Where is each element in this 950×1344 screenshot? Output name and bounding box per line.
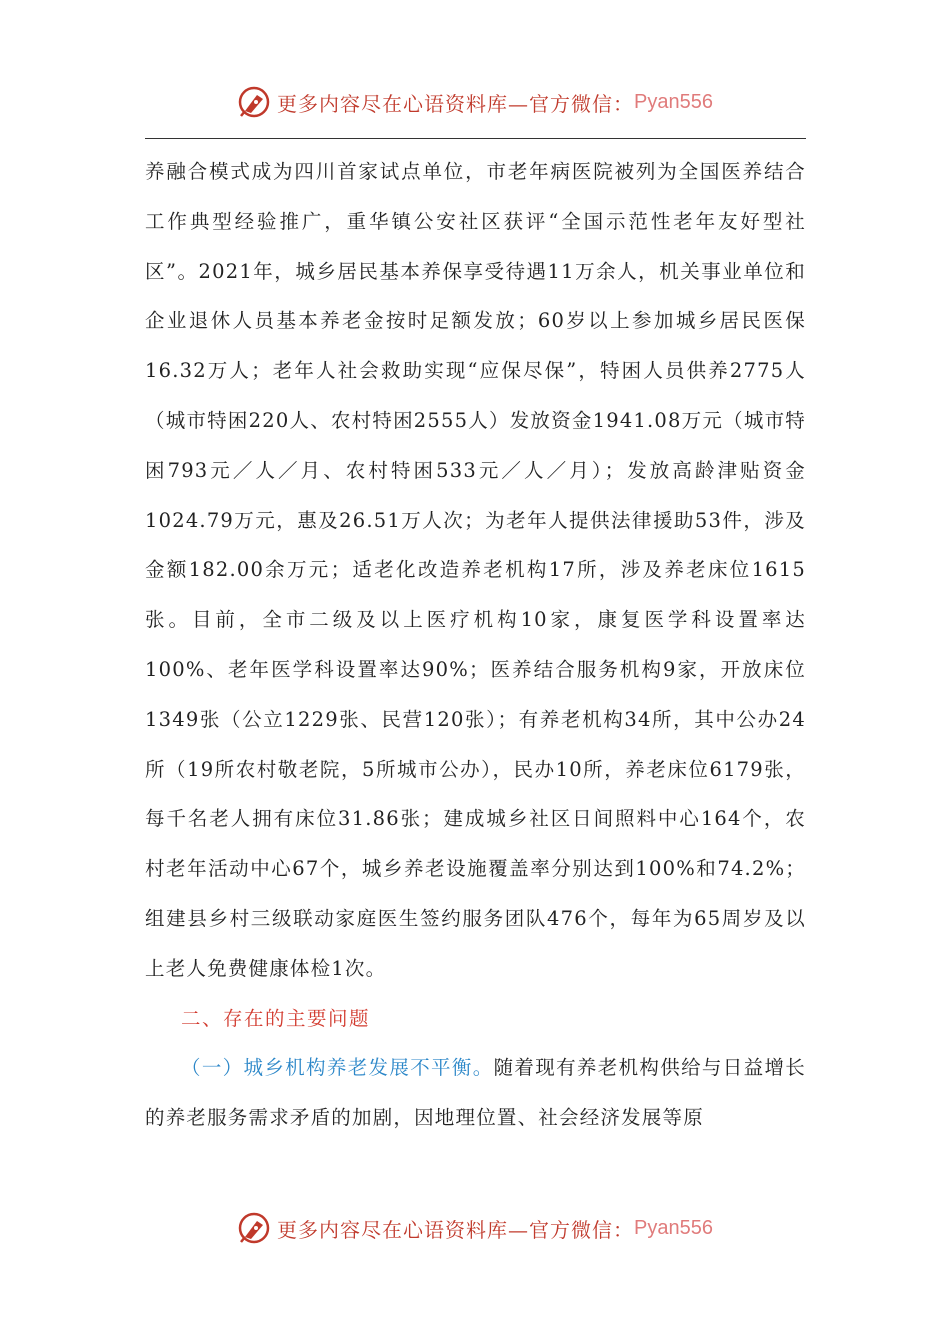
section-heading: 二、存在的主要问题: [181, 1006, 371, 1030]
banner-wechat-id: Pyan556: [634, 90, 713, 113]
document-body: [145, 147, 806, 1143]
header-divider: [145, 138, 806, 139]
subsection-heading: （一）城乡机构养老发展不平衡。: [181, 1056, 494, 1080]
banner-text: 更多内容尽在心语资料库—官方微信：: [277, 1217, 635, 1242]
paragraph-text: 随着现有养老机构供给与日益增长的养老服务需求矛盾的加剧，因地理位置、社会经济发展等原: [145, 1056, 806, 1130]
pen-nib-logo: [237, 85, 271, 119]
banner-text: 更多内容尽在心语资料库—官方微信：: [277, 91, 635, 116]
header-banner: [0, 82, 950, 122]
body-paragraph: 养融合模式成为四川首家试点单位，市老年病医院被列为全国医养结合工作典型经验推广，重华镇公安社区获评“全国示范性老年友好型社区”。2021年，城乡居民基本养保享受待遇11万余人，机关事业单位和企业退休人员基本养老金按时足额发放；60岁以上参加城乡居民医保16.32万人；老年人社会救助实现“应保尽保”，特困人员供养2775人（城市特困220人、农村特困2555人）发放资金1941.08万元（城市特困793元／人／月、农村特困533元／人／月）；发放高龄津贴资金1024.79万元，惠及26.51万人次；为老年人提供法律援助53件，涉及金额182.00余万元；适老化改造养老机构17所，涉及养老床位1615张。目前，全市二级及以上医疗机构10家，康复医学科设置率达100%、老年医学科设置率达90%；医养结合服务机构9家，开放床位1349张（公立1229张、民营120张）；有养老机构34所，其中公办24所（19所农村敬老院，5所城市公办），民办10所，养老床位6179张，每千名老人拥有床位31.86张；建成城乡社区日间照料中心164个，农村老年活动中心67个，城乡养老设施覆盖率分别达到100%和74.2%；组建县乡村三级联动家庭医生签约服务团队476个，每年为65周岁及以上老人免费健康体检1次。: [145, 160, 806, 980]
footer-banner: [0, 1208, 950, 1248]
pen-nib-logo: [237, 1211, 271, 1245]
body-paragraph: [145, 1043, 806, 1143]
banner-wechat-id: Pyan556: [634, 1216, 713, 1239]
